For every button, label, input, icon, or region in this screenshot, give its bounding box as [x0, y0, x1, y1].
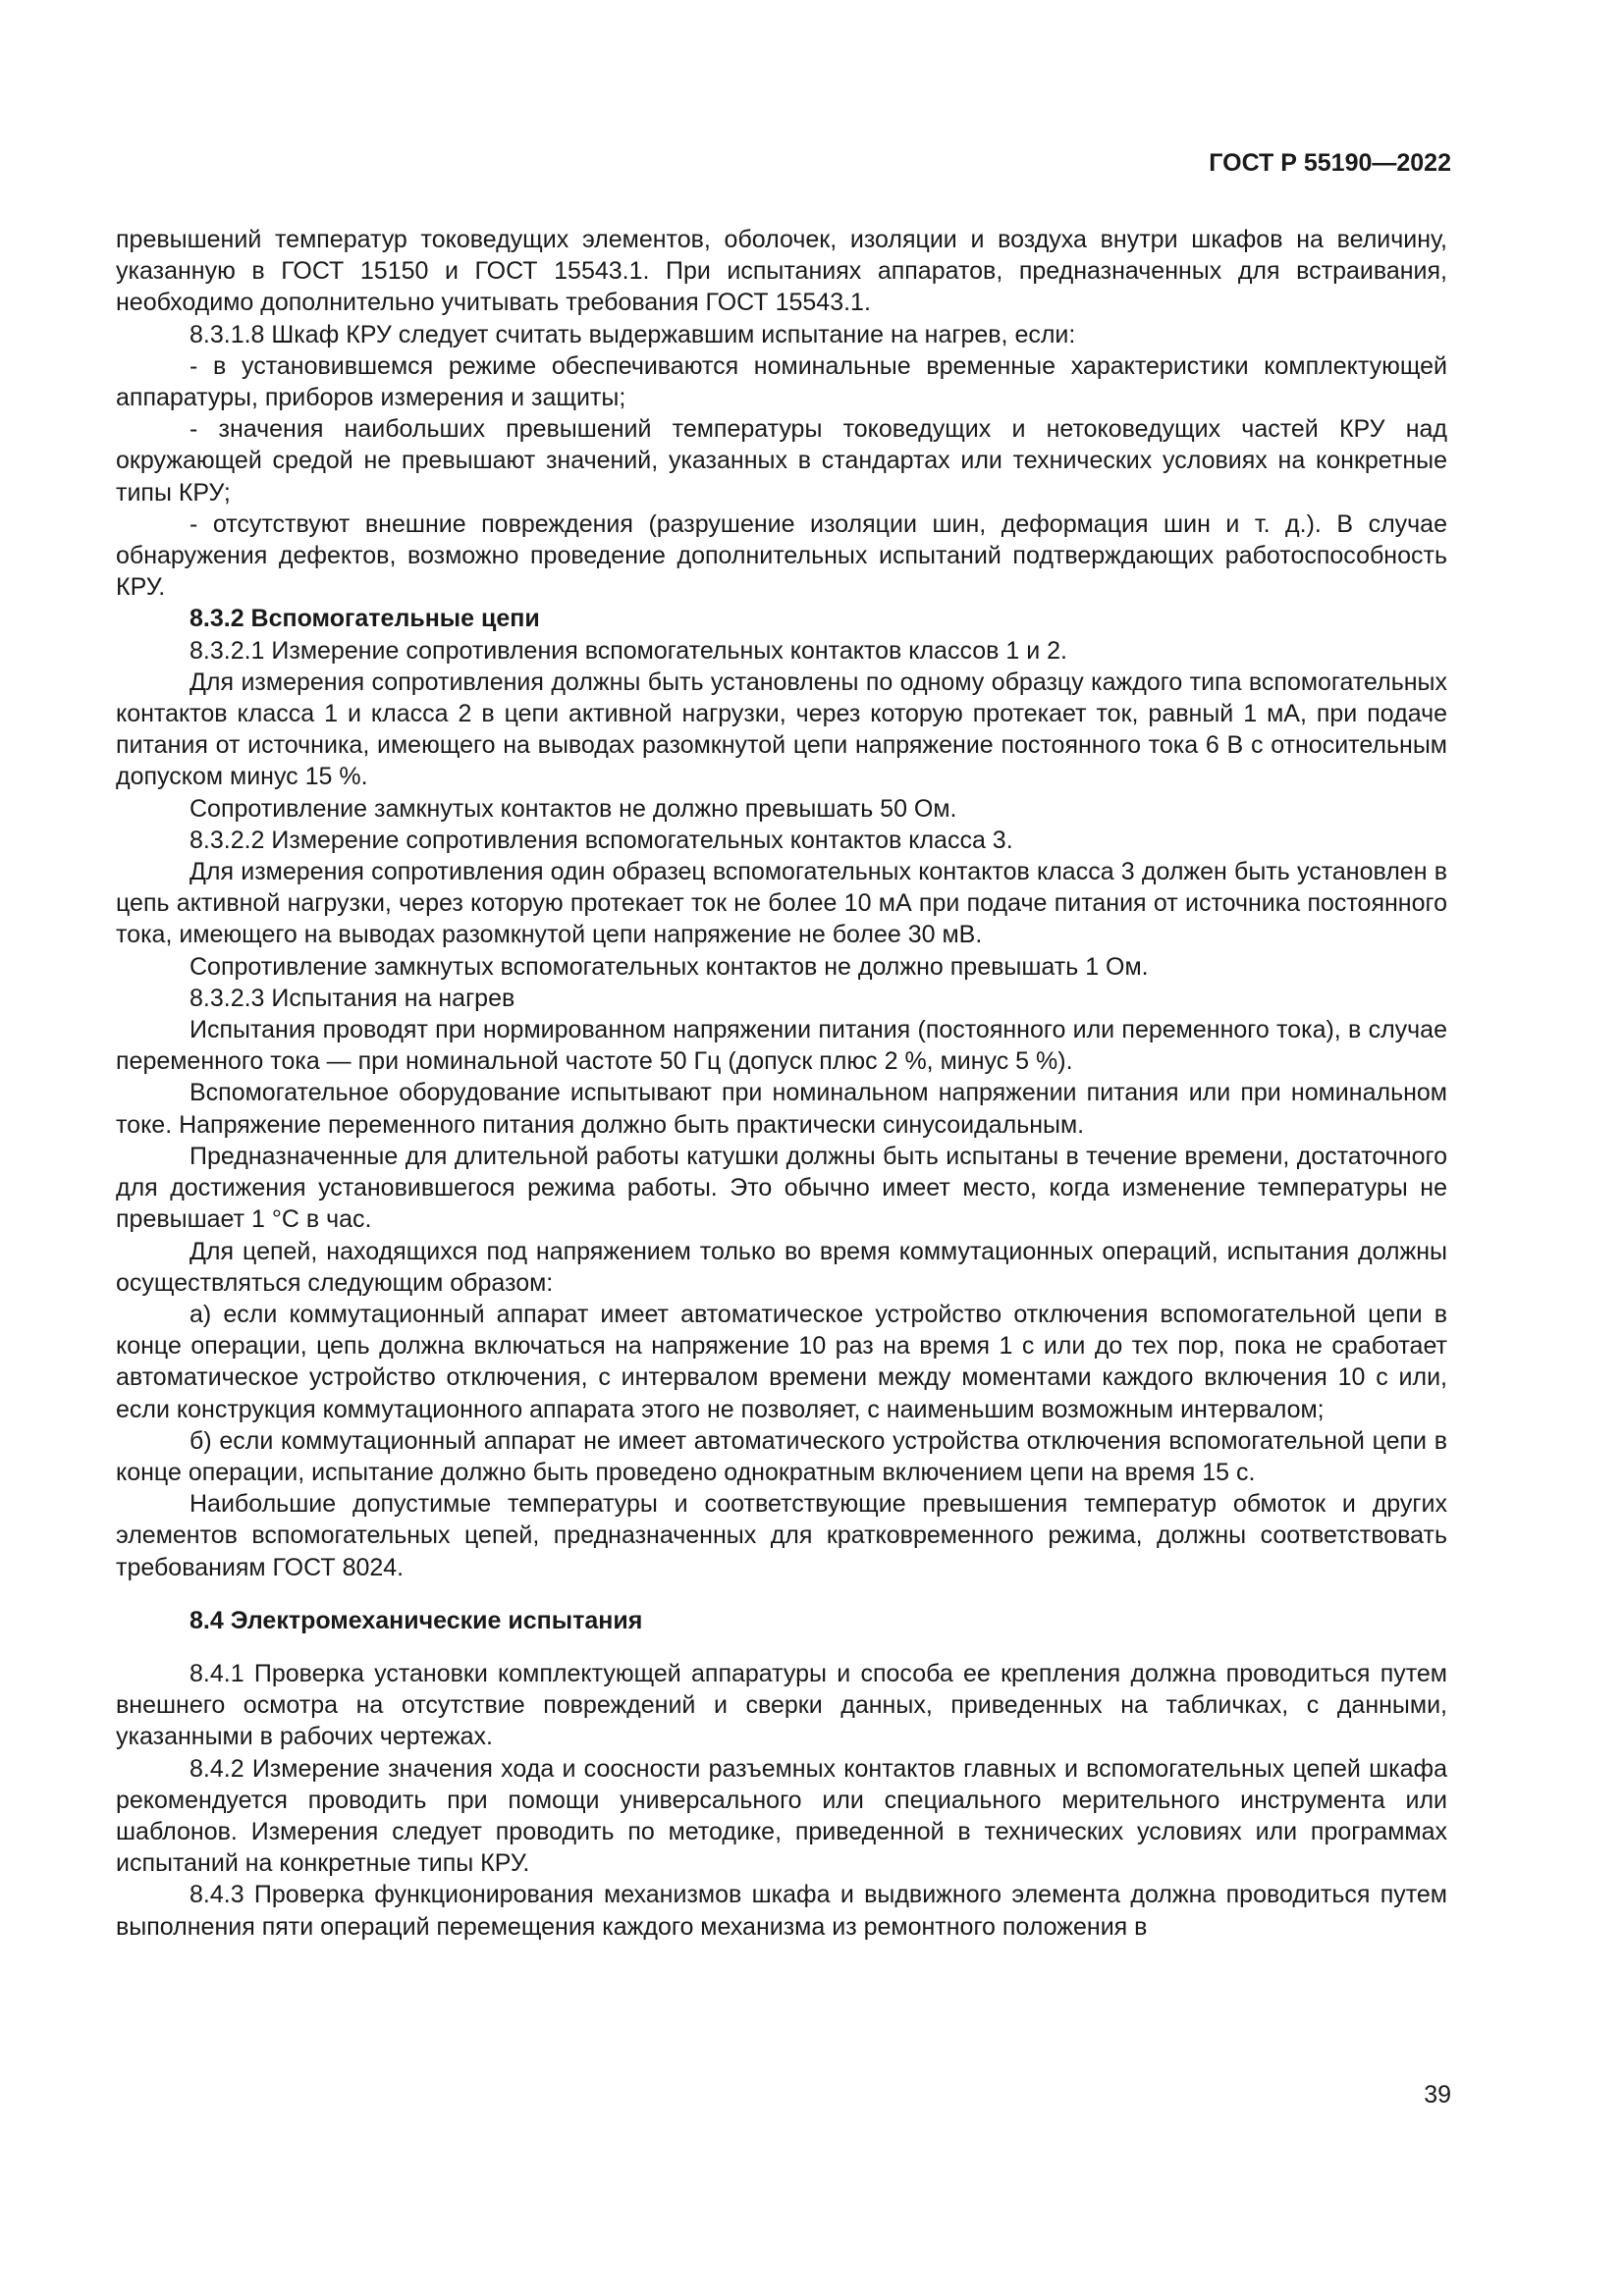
list-item: - в установившемся режиме обеспечиваются номинальные временные характеристики комплектующей аппаратуры, приборов измерения и защиты;: [116, 351, 1447, 412]
document-code-header: ГОСТ Р 55190—2022: [1209, 149, 1451, 177]
page-number: 39: [1424, 2081, 1451, 2109]
paragraph: Предназначенные для длительной работы катушки должны быть испытаны в течение времени, достаточного для достижения установившегося режима работы. Это обычно имеет место, когда изменение температуры не превышает 1 °С в час.: [116, 1142, 1447, 1234]
section-heading: 8.3.2 Вспомогательные цепи: [189, 605, 540, 633]
list-item: - отсутствуют внешние повреждения (разрушение изоляции шин, деформация шин и т. д.). В случае обнаружения дефектов, возможно проведение дополнительных испытаний подтверждающих работоспособность КРУ.: [116, 509, 1447, 602]
paragraph: Испытания проводят при нормированном напряжении питания (постоянного или переменного тока), в случае переменного тока — при номинальной частоте 50 Гц (допуск плюс 2 %, минус 5 %).: [116, 1016, 1447, 1076]
section-heading: 8.4 Электромеханические испытания: [189, 1606, 643, 1634]
body-text: [116, 224, 1447, 1943]
paragraph: Сопротивление замкнутых контактов не должно превышать 50 Ом.: [189, 794, 957, 823]
list-item: б) если коммутационный аппарат не имеет автоматического устройства отключения вспомогательной цепи в конце операции, испытание должно быть проведено однократным включением цепи на время 15 с.: [116, 1426, 1447, 1486]
paragraph: превышений температур токоведущих элементов, оболочек, изоляции и воздуха внутри шкафов на величину, указанную в ГОСТ 15150 и ГОСТ 15543.1. При испытаниях аппаратов, предназначенных для встраивания, необходимо дополнительно учитывать требования ГОСТ 15543.1.: [116, 226, 1447, 317]
paragraph: Наибольшие допустимые температуры и соответствующие превышения температур обмоток и других элементов вспомогательных цепей, предназначенных для кратковременного режима, должны соответствовать требованиям ГОСТ 8024.: [116, 1490, 1447, 1581]
paragraph: Для цепей, находящихся под напряжением только во время коммутационных операций, испытания должны осуществляться следующим образом:: [116, 1237, 1447, 1297]
subsection-title: 8.3.2.2 Измерение сопротивления вспомогательных контактов класса 3.: [189, 826, 1013, 854]
paragraph: Сопротивление замкнутых вспомогательных контактов не должно превышать 1 Ом.: [189, 952, 1149, 981]
paragraph: 8.4.3 Проверка функционирования механизмов шкафа и выдвижного элемента должна проводиться путем выполнения пяти операций перемещения каждого механизма из ремонтного положения в: [116, 1881, 1447, 1941]
list-item: а) если коммутационный аппарат имеет автоматическое устройство отключения вспомогательной цепи в конце операции, цепь должна включаться на напряжение 10 раз на время 1 с или до тех пор, пока не сработает автоматическое устройство отключения, с интервалом времени между моментами каждого включения 10 с или, если конструкция коммутационного аппарата этого не позволяет, с наименьшим возможным интервалом;: [116, 1300, 1447, 1423]
paragraph: Вспомогательное оборудование испытывают при номинальном напряжении питания или при номинальном токе. Напряжение переменного питания должно быть практически синусоидальным.: [116, 1079, 1447, 1139]
paragraph: 8.3.1.8 Шкаф КРУ следует считать выдержавшим испытание на нагрев, если:: [189, 320, 1076, 348]
subsection-title: 8.3.2.1 Измерение сопротивления вспомогательных контактов классов 1 и 2.: [189, 636, 1067, 665]
subsection-title: 8.3.2.3 Испытания на нагрев: [189, 984, 515, 1012]
paragraph: 8.4.2 Измерение значения хода и соосности разъемных контактов главных и вспомогательных цепей шкафа рекомендуется проводить при помощи универсального или специального мерительного инструмента или шаблонов. Измерения следует проводить по методике, приведенной в технических условиях или программах испытаний на конкретные типы КРУ.: [116, 1754, 1447, 1878]
list-item: - значения наибольших превышений температуры токоведущих и нетоковедущих частей КРУ над окружающей средой не превышают значений, указанных в стандартах или технических условиях на конкретные типы КРУ;: [116, 415, 1447, 507]
paragraph: Для измерения сопротивления один образец вспомогательных контактов класса 3 должен быть установлен в цепь активной нагрузки, через которую протекает ток не более 10 мА при подаче питания от источника постоянного тока, имеющего на выводах разомкнутой цепи напряжение не более 30 мВ.: [116, 858, 1447, 949]
paragraph: 8.4.1 Проверка установки комплектующей аппаратуры и способа ее крепления должна проводиться путем внешнего осмотра на отсутствие повреждений и сверки данных, приведенных на табличках, с данными, указанными в рабочих чертежах.: [116, 1659, 1447, 1751]
paragraph: Для измерения сопротивления должны быть установлены по одному образцу каждого типа вспомогательных контактов класса 1 и класса 2 в цепи активной нагрузки, через которую протекает ток, равный 1 мА, при подаче питания от источника, имеющего на выводах разомкнутой цепи напряжение постоянного тока 6 В с относительным допуском минус 15 %.: [116, 667, 1447, 791]
